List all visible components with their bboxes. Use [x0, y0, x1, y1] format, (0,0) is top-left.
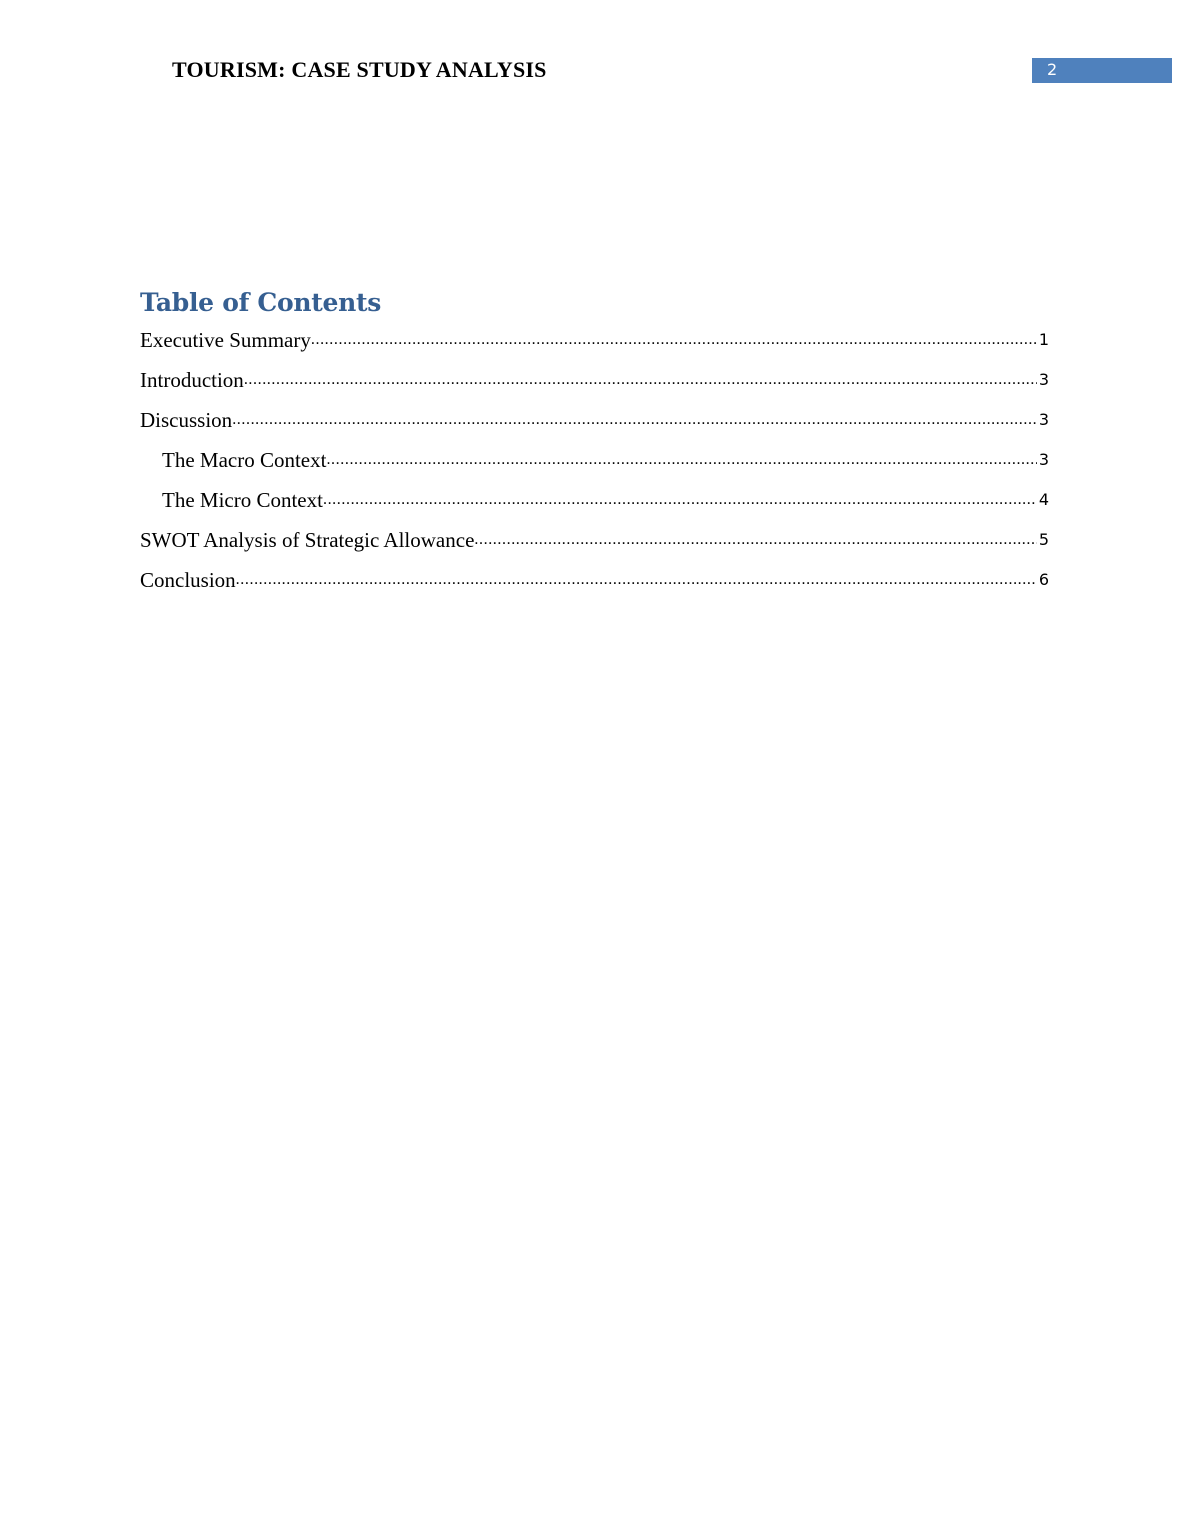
toc-dot-leader [244, 366, 1037, 394]
toc-entry-discussion[interactable] [140, 406, 1049, 446]
toc-entry-label: The Micro Context [162, 488, 323, 512]
toc-entry-introduction[interactable] [140, 366, 1049, 406]
toc-entry-page: 4 [1038, 490, 1049, 509]
toc-entry-page: 3 [1038, 410, 1049, 429]
toc-dot-leader [323, 486, 1037, 514]
running-head: TOURISM: CASE STUDY ANALYSIS [172, 57, 547, 82]
table-of-contents [140, 326, 1049, 606]
toc-entry-page: 3 [1038, 370, 1049, 389]
toc-heading: Table of Contents [140, 288, 382, 317]
toc-entry-label: Executive Summary [140, 328, 311, 352]
toc-dot-leader [236, 566, 1037, 594]
toc-dot-leader [326, 446, 1036, 474]
toc-dot-leader [232, 406, 1037, 434]
page-number-box [1032, 58, 1172, 83]
toc-entry-swot-analysis[interactable] [140, 526, 1049, 566]
toc-entry-micro-context[interactable] [140, 486, 1049, 526]
toc-entry-page: 3 [1038, 450, 1049, 469]
toc-entry-executive-summary[interactable] [140, 326, 1049, 366]
toc-entry-label: Introduction [140, 368, 244, 392]
toc-entry-page: 5 [1038, 530, 1049, 549]
toc-entry-conclusion[interactable] [140, 566, 1049, 606]
toc-entry-label: Conclusion [140, 568, 236, 592]
toc-dot-leader [311, 326, 1037, 354]
toc-entry-label: The Macro Context [162, 448, 327, 472]
toc-entry-label: Discussion [140, 408, 233, 432]
toc-entry-macro-context[interactable] [140, 446, 1049, 486]
page-number: 2 [1047, 60, 1058, 79]
toc-entry-label: SWOT Analysis of Strategic Allowance [140, 528, 475, 552]
toc-entry-page: 1 [1038, 330, 1049, 349]
toc-dot-leader [474, 526, 1036, 554]
toc-entry-page: 6 [1038, 570, 1049, 589]
